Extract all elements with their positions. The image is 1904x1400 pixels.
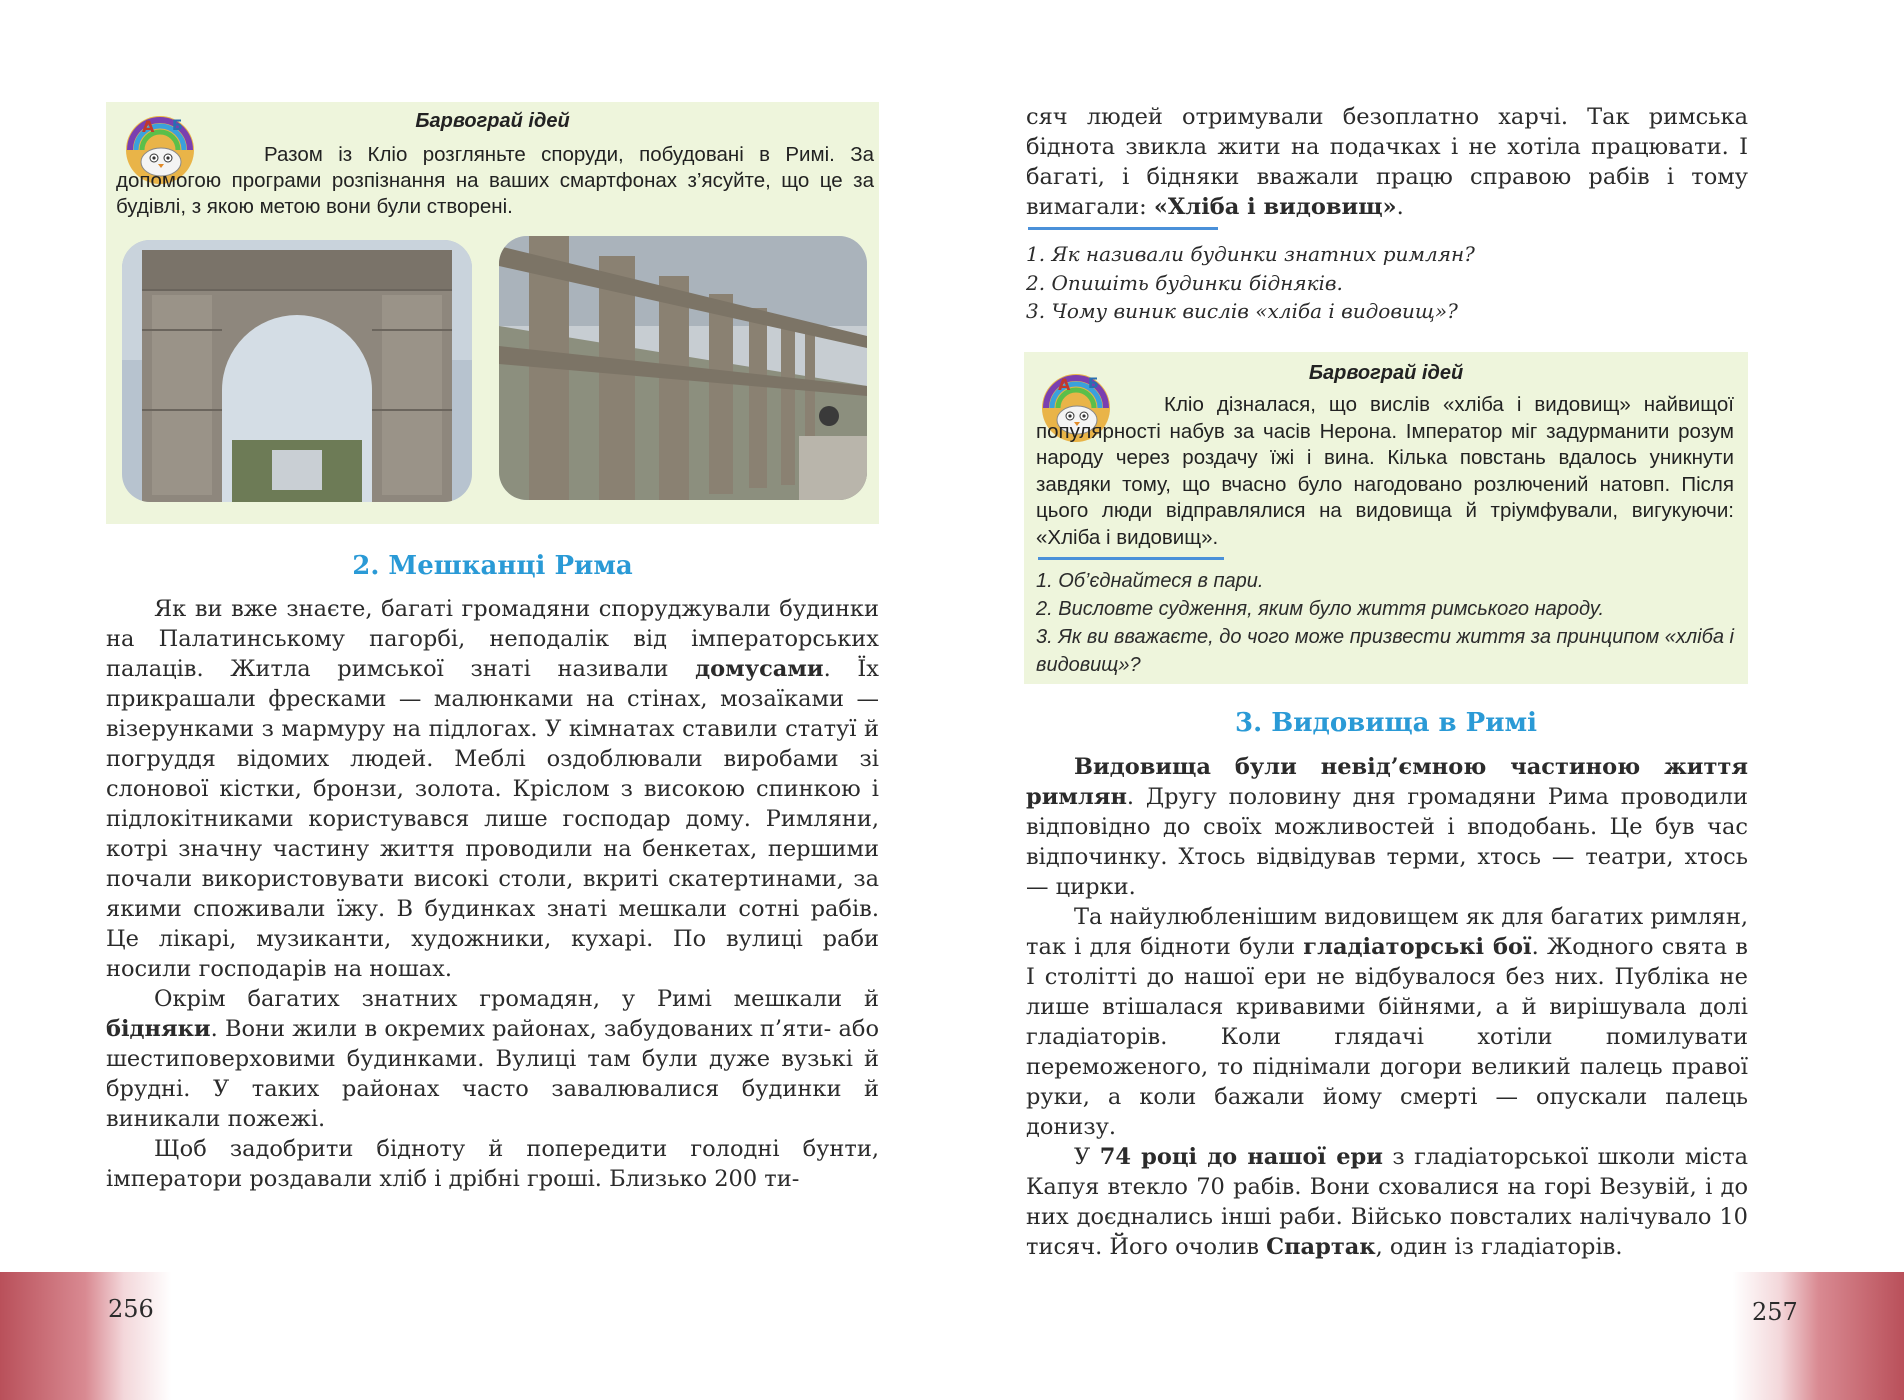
footer-band xyxy=(0,1272,952,1400)
ideas-box-title: Барвограй ідей xyxy=(1308,362,1464,384)
footer-band xyxy=(952,1272,1904,1400)
triumphal-arch-photo xyxy=(122,240,472,502)
paragraph: сяч людей отримували безоплатно харчі. Так римська біднота звикла жити на подачках і не хотіла працювати. І багаті, і бідняки вважали працю справою рабів і тому вимагали: «Хліба і видовищ». xyxy=(1026,104,1748,220)
svg-text:Б: Б xyxy=(172,118,183,134)
aqueduct-photo xyxy=(499,236,867,500)
divider-rule xyxy=(1038,557,1224,560)
svg-text:Б: Б xyxy=(1088,376,1099,392)
question-item: 2. Висловте судження, яким було життя римського народу. xyxy=(1036,598,1605,620)
ideas-questions-list xyxy=(1036,567,1734,679)
ideas-box xyxy=(106,102,879,524)
svg-text:А: А xyxy=(1058,375,1071,394)
paragraph: Та найулюбленішим видовищем як для багатих римлян, так і для бідноти були гладіаторські бої. Жодного свята в І столітті до нашої ери не відбувалося без них. Публіка не лише втішалася кривавими бійнями, а й вирішувала долі гладіаторів. Коли глядачі хотіли помилувати переможеного, то піднімали догори великий палець правої руки, а коли бажали йому смерті — опускали палець донизу. xyxy=(1026,904,1748,1140)
svg-text:А: А xyxy=(142,117,155,136)
question-item: 1. Як називали будинки знатних римлян? xyxy=(1026,242,1475,266)
paragraph: Окрім багатих знатних громадян, у Римі мешкали й бідняки. Вони жили в окремих районах, забудованих п’яти- або шестиповерховими будинками. Вулиці там були дуже вузькі й брудні. У таких районах часто завалювалися будинки й виникали пожежі. xyxy=(106,986,879,1132)
paragraph: Щоб задобрити бідноту й попередити голодні бунти, імператори роздавали хліб і дрібні гроші. Близько 200 ти- xyxy=(106,1136,879,1192)
divider-rule xyxy=(1028,227,1218,230)
questions-list xyxy=(1026,240,1748,326)
ideas-box xyxy=(1024,352,1748,684)
ideas-box-text xyxy=(1036,392,1734,551)
ideas-box-text xyxy=(116,142,874,220)
question-item: 2. Опишіть будинки бідняків. xyxy=(1026,270,1343,295)
ideas-box-title: Барвограй ідей xyxy=(415,110,570,132)
question-item: 1. Об’єднайтеся в пари. xyxy=(1036,570,1264,592)
section-heading-3: 3. Видовища в Римі xyxy=(1235,708,1537,738)
page-number: 257 xyxy=(1752,1298,1798,1326)
ideas-box-text-content: Кліо дізналася, що вислів «хліба і видовищ» найвищої популярності набув за часів Нерона. Імператор міг задурманити розум народу через роздачу їжі і вина. Кілька повстань вдалось уникнути завдяки тому, що вчасно було нагодовано розлючений натовп. Після цього люди відправлялися на видовища й тріумфували, вигукуючи: «Хліба і видовищ». xyxy=(1036,393,1734,549)
paragraph: Як ви вже знаєте, багаті громадяни споруджували будинки на Палатинському пагорбі, неподалік від імператорських палаців. Житла римської знаті називали домусами. Їх прикрашали фресками — малюнками на стінах, мозаїками — візерунками з мармуру на підлогах. У кімнатах ставили статуї й погруддя відомих людей. Меблі оздоблювали виробами зі слонової кістки, бронзи, золота. Кріслом з високою спинкою і підлокітниками користувався лише господар дому. Римляни, котрі значну частину життя проводили на бенкетах, першими почали використовувати високі столи, вкриті скатертинами, за якими споживали їжу. В будинках знаті мешкали сотні рабів. Це лікарі, музиканти, художники, кухарі. По вулиці раби носили господарів на ношах. xyxy=(106,596,879,982)
question-item: 3. Чому виник вислів «хліба і видовищ»? xyxy=(1026,299,1458,323)
question-item: 3. Як ви вважаєте, до чого може призвести життя за принципом «хліба і видовищ»? xyxy=(1036,626,1734,676)
right-body-text xyxy=(1026,752,1748,1262)
continuation-text xyxy=(1026,102,1748,222)
ideas-box-text-content: Разом із Кліо розгляньте споруди, побудовані в Римі. За допомогою програми розпізнання на ваших смартфонах з’ясуйте, що це за будівлі, з якою метою вони були створені. xyxy=(116,143,874,218)
left-body-text xyxy=(106,594,879,1194)
right-page xyxy=(952,0,1904,1400)
paragraph: У 74 році до нашої ери з гладіаторської школи міста Капуя втекло 70 рабів. Вони сховалися на горі Везувій, і до них доєднались інші раби. Військо повсталих налічувало 10 тисяч. Його очолив Спартак, один із гладіаторів. xyxy=(1026,1144,1749,1260)
paragraph: Видовища були невід’ємною частиною життя римлян. Другу половину дня громадяни Рима проводили відповідно до своїх можливостей і вподобань. Це був час відпочинку. Хтось відвідував терми, хтось — театри, хтось — цирки. xyxy=(1026,754,1748,900)
section-heading-2: 2. Мешканці Рима xyxy=(352,551,633,581)
page-number: 256 xyxy=(108,1295,154,1323)
